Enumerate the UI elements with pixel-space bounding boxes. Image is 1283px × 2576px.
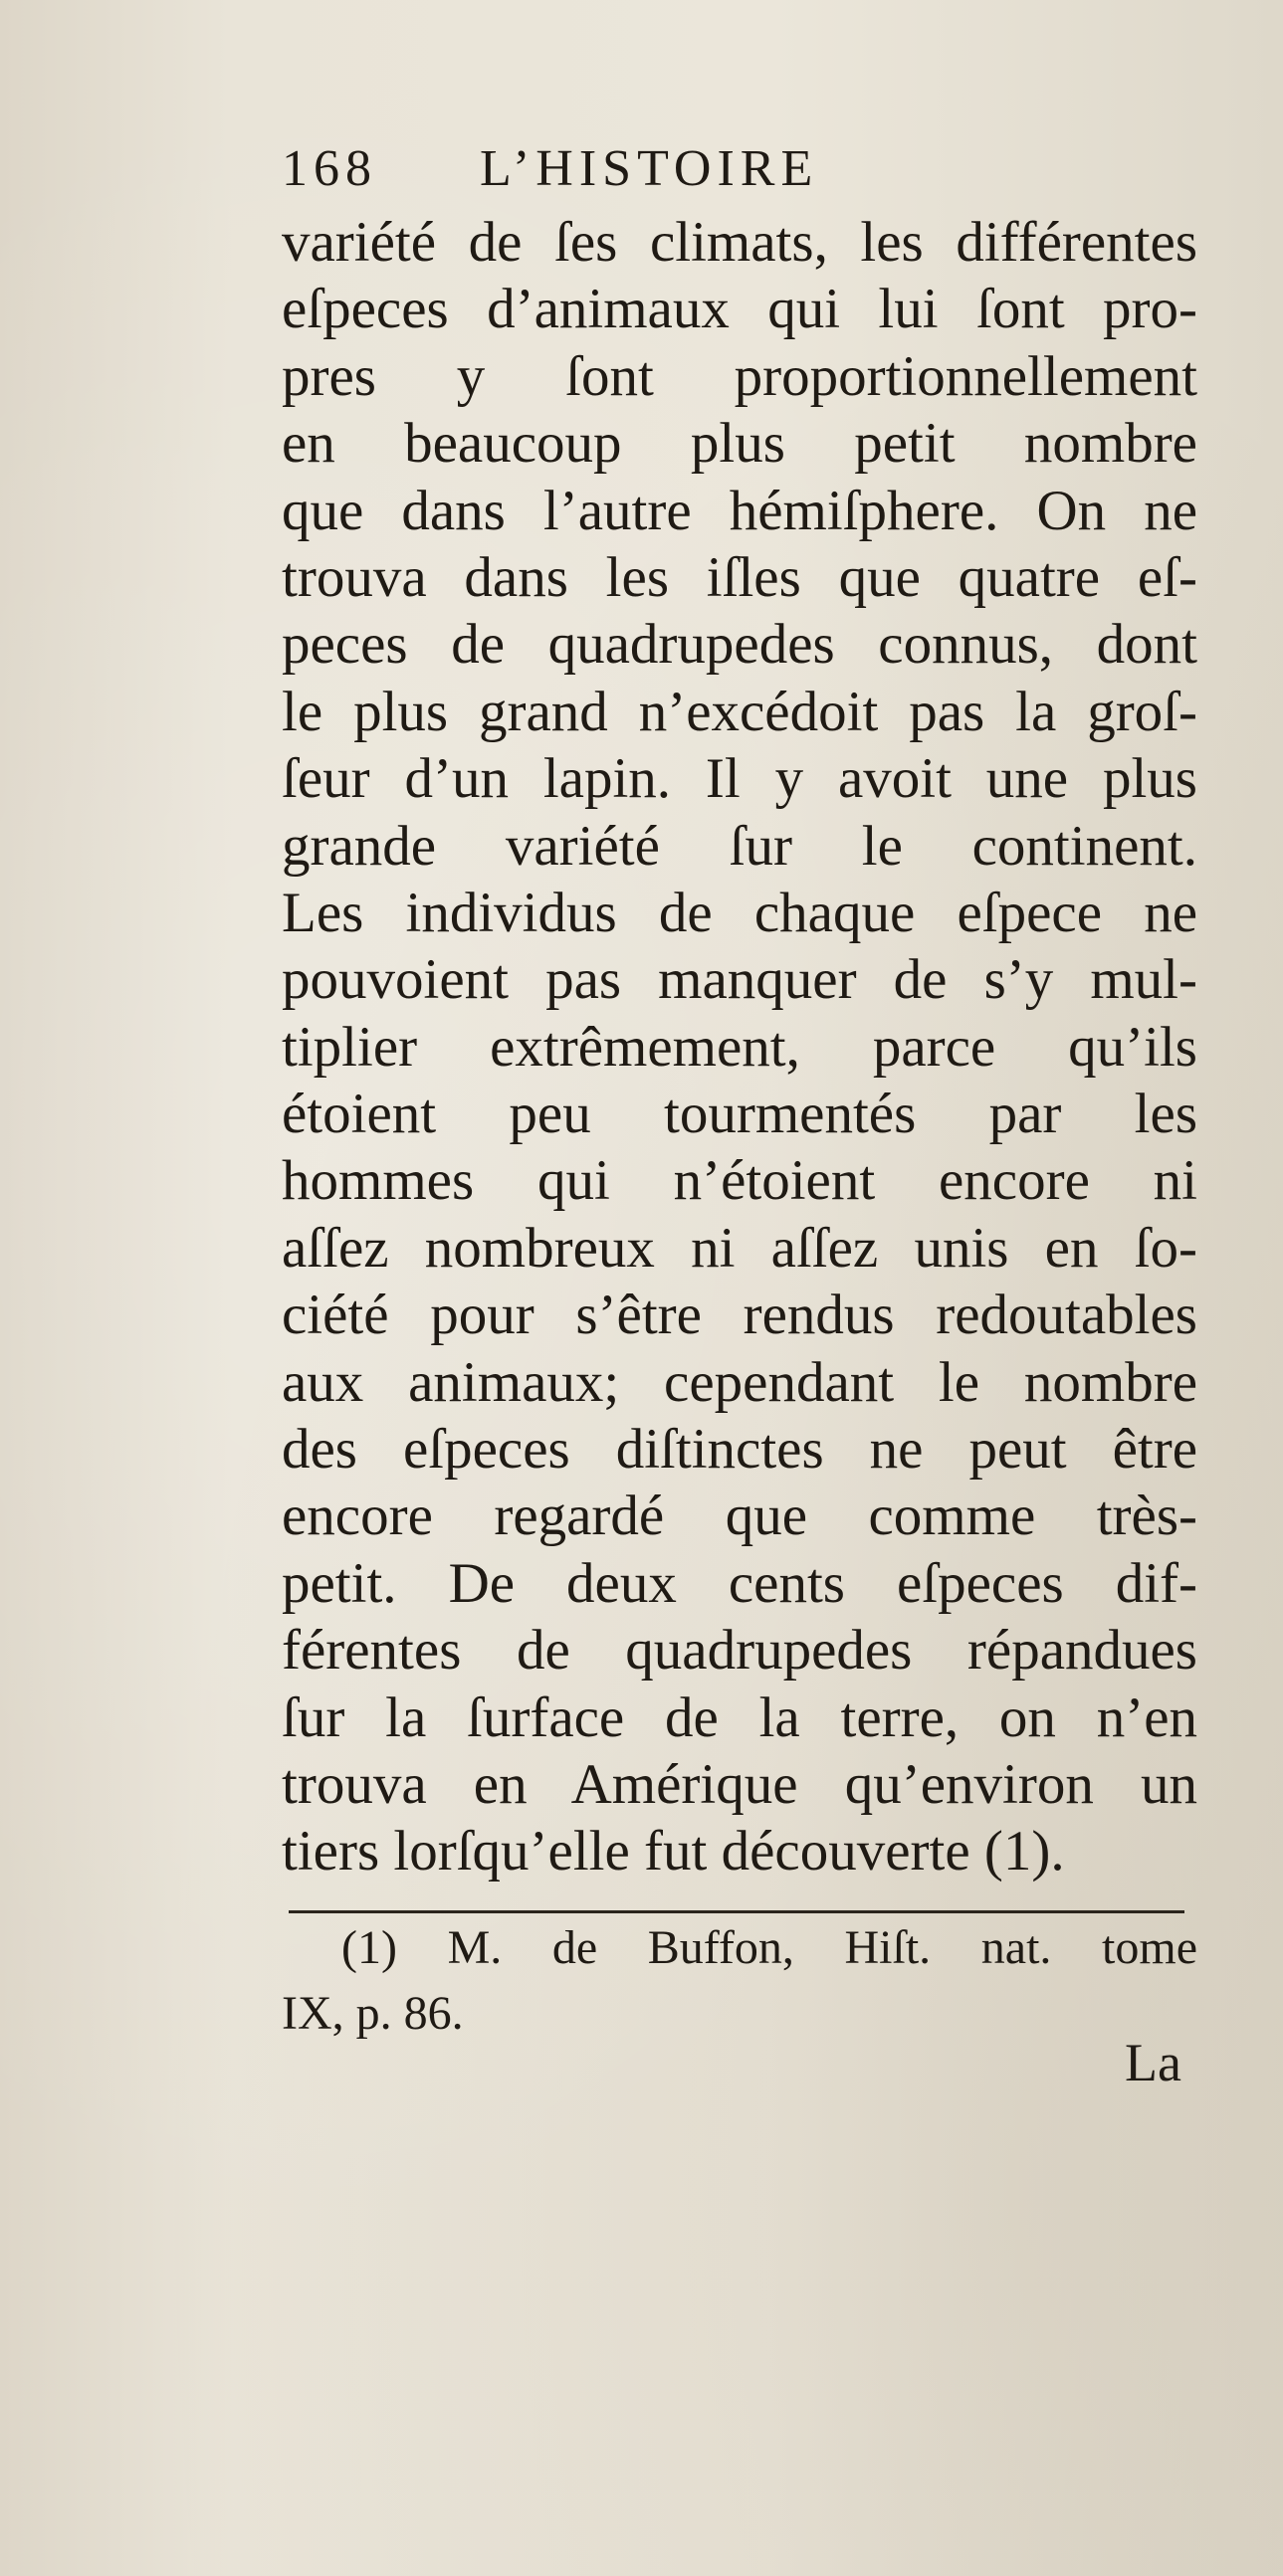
- text-line: hommes qui n’étoient encore ni: [282, 1149, 1197, 1213]
- bleed-through-text: [40, 1254, 51, 1313]
- text-line: ciété pour s’être rendus redoutables: [282, 1284, 1197, 1347]
- running-title: L’HISTOIRE: [480, 140, 819, 197]
- catchword: La: [1125, 2033, 1181, 2092]
- text-line: férentes de quadrupedes répandues: [282, 1619, 1197, 1683]
- text-line: tiers lorſqu’elle fut découverte (1).: [282, 1820, 1065, 1883]
- text-line: peces de quadrupedes connus, dont: [282, 613, 1197, 677]
- footnote-line: (1) M. de Buffon, Hiſt. nat. tome: [341, 1921, 1197, 1974]
- text-line: trouva en Amérique qu’environ un: [282, 1752, 1197, 1816]
- text-line: aſſez nombreux ni aſſez unis en ſo-: [282, 1216, 1197, 1280]
- text-line: encore regardé que comme très-: [282, 1485, 1197, 1548]
- text-line: aux animaux; cependant le nombre: [282, 1350, 1197, 1414]
- text-line: eſpeces d’animaux qui lui ſont pro-: [282, 278, 1197, 341]
- text-line: que dans l’autre hémiſphere. On ne: [282, 479, 1197, 542]
- text-line: ſur la ſurface de la terre, on n’en: [282, 1685, 1197, 1749]
- text-line: pouvoient pas manquer de s’y mul-: [282, 948, 1197, 1012]
- text-line: tiplier extrêmement, parce qu’ils: [282, 1015, 1197, 1079]
- text-line: étoient peu tourmentés par les: [282, 1083, 1197, 1146]
- text-line: trouva dans les iſles que quatre eſ-: [282, 545, 1197, 609]
- body-text: [282, 209, 1197, 1885]
- text-line: ſeur d’un lapin. Il y avoit une plus: [282, 747, 1197, 811]
- footnote-rule: [289, 1910, 1184, 1913]
- text-line: des eſpeces diſtinctes ne peut être: [282, 1418, 1197, 1482]
- text-line: Les individus de chaque eſpece ne: [282, 881, 1197, 944]
- text-line: petit. De deux cents eſpeces dif-: [282, 1551, 1197, 1615]
- footnote: [282, 1915, 1197, 2047]
- page-header: [282, 139, 818, 209]
- text-line: variété de ſes climats, les différentes: [282, 211, 1197, 274]
- page-number: 168: [282, 140, 377, 197]
- text-line: pres y ſont proportionnellement: [282, 344, 1197, 408]
- text-line: en beaucoup plus petit nombre: [282, 412, 1197, 476]
- text-line: le plus grand n’excédoit pas la groſ-: [282, 680, 1197, 743]
- footnote-line: IX, p. 86.: [282, 1987, 464, 2040]
- text-line: grande variété ſur le continent.: [282, 814, 1197, 878]
